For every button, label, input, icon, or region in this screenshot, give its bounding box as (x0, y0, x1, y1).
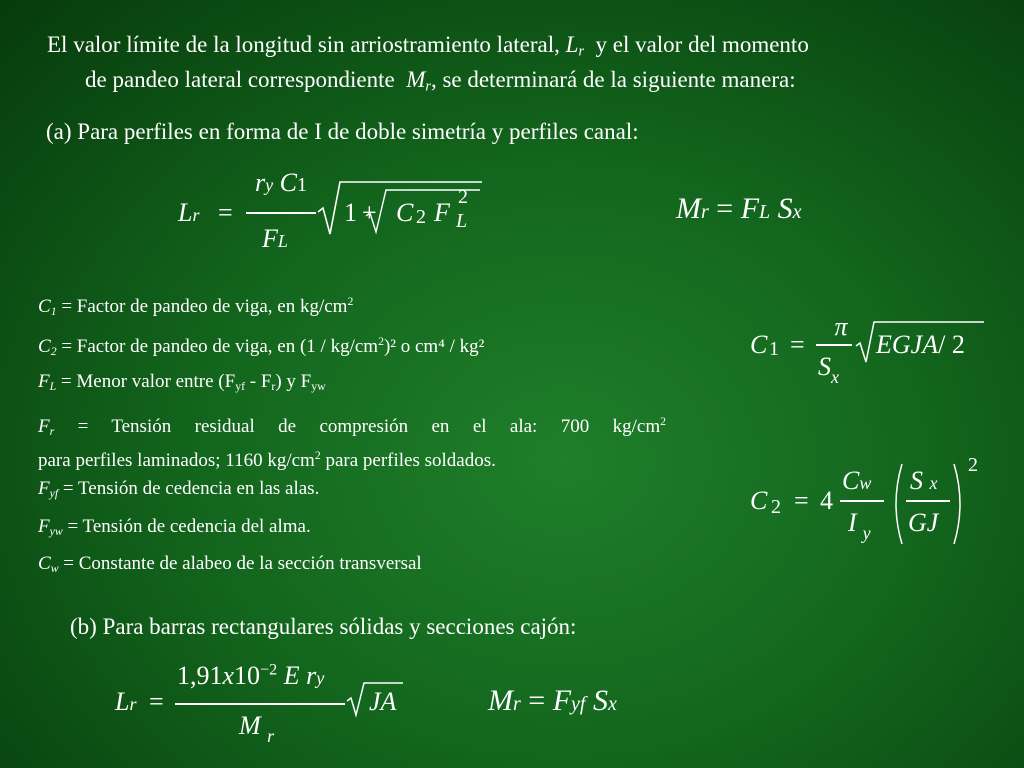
def-Fr-line2a: para perfiles laminados; 1160 kg/cm (38, 450, 315, 472)
equation-C2 (750, 454, 990, 548)
section-a-heading: (a) Para perfiles en forma de I de doble simetría y perfiles canal: (46, 119, 639, 144)
eq-a-num-r: r (255, 168, 266, 197)
def-C1 (38, 290, 353, 324)
eq-b-num-coef: 1,91 (177, 661, 223, 690)
eq-C2-equals: = (794, 486, 809, 515)
intro-line-1 (47, 32, 809, 61)
eq-b-Mr-r: r (513, 693, 521, 715)
eq-b-Mr-M: M (488, 684, 513, 717)
def-Cw-text: = Constante de alabeo de la sección transversal (58, 553, 422, 574)
eq-C1-num: π (834, 312, 848, 341)
eq-a-Mr-S: S (777, 192, 793, 225)
eq-a-L: L (178, 198, 193, 227)
eq-C1-equals: = (790, 330, 805, 359)
def-C2-sup: 2 (378, 335, 384, 348)
def-C2-tail: )² o cm⁴ / kg² (383, 336, 485, 358)
eq-b-equals: = (149, 687, 164, 716)
eq-a-den-L: L (277, 231, 288, 251)
eq-a-den-F: F (262, 224, 278, 253)
intro-line-2-tail: , se determinará de la siguiente manera: (430, 67, 796, 92)
eq-a-equals: = (218, 198, 233, 227)
eq-b-numerator (177, 661, 324, 691)
def-Fyf-F: F (38, 478, 50, 499)
eq-b-den-r: r (267, 726, 275, 746)
def-Fr-sup1: 2 (660, 415, 666, 428)
eq-b-Lr-lhs (115, 687, 136, 717)
eq-a-numerator (246, 168, 316, 198)
intro-line-1-text: El valor límite de la longitud sin arriostramiento lateral, (47, 32, 560, 57)
def-Fyw (38, 515, 311, 544)
eq-b-den-M: M (239, 711, 261, 740)
eq-a-rad-F-sub: L (456, 210, 468, 232)
eq-a-num-C: C (279, 168, 297, 197)
eq-a-Lr-lhs (178, 198, 199, 228)
eq-b-num-r: r (306, 661, 317, 690)
eq-C1-den (818, 352, 839, 387)
equation-C1 (750, 312, 990, 392)
def-Fr-sym (38, 416, 54, 437)
def-FL-F: F (38, 371, 50, 392)
def-Cw-sym (38, 553, 59, 574)
equation-b-Lr (115, 655, 415, 750)
eq-b-Mr-x: x (607, 693, 617, 715)
def-Fr (38, 410, 666, 473)
eq-a-rad-plus: + (362, 198, 377, 227)
def-Fyf-sub: yf (49, 486, 59, 500)
eq-C2-f2-S: S (910, 466, 923, 495)
eq-b-num-x: x (222, 661, 235, 690)
eq-C1-two: 2 (951, 330, 965, 359)
eq-a-rad-C-sub: 2 (416, 206, 426, 228)
eq-a-Mr-L: L (759, 201, 771, 223)
eq-b-num-exp: −2 (260, 661, 278, 679)
eq-C2-f1-bar (840, 500, 884, 502)
eq-b-Mr-yf: yf (571, 693, 586, 715)
eq-b-rad: JA (369, 687, 397, 716)
intro-Lr-symbol (565, 32, 584, 60)
eq-C1-slash: / (938, 330, 946, 359)
def-FL-sub: L (49, 379, 57, 393)
def-Cw (38, 552, 422, 581)
eq-a-num-1: 1 (296, 174, 307, 196)
eq-C2-f1-C: C (842, 466, 860, 495)
eq-C1-sub: 1 (769, 338, 779, 360)
eq-C2-right-paren (952, 462, 968, 546)
def-Fr-sup2: 2 (314, 449, 321, 462)
eq-C2-f2-bar (906, 500, 950, 502)
eq-a-Mr-F: F (740, 192, 760, 225)
eq-b-L: L (115, 687, 130, 716)
eq-a-rad-1: 1 (344, 198, 357, 227)
def-Fr-sub: r (49, 425, 55, 438)
def-Fr-line2 (38, 444, 666, 473)
def-Fyw-sym (38, 516, 63, 537)
eq-b-num-E: E (283, 661, 300, 690)
eq-C1-C: C (750, 330, 768, 359)
eq-a-Mr-r: r (701, 201, 709, 223)
def-C1-sup: 2 (347, 295, 354, 308)
eq-a-rad-F: F (434, 198, 450, 227)
def-Fr-line1-text: = Tensión residual de compresión en el ala: 700 kg/cm (54, 416, 661, 438)
def-Fyw-sub: yw (49, 524, 63, 538)
def-FL-sym (38, 371, 56, 392)
def-C2-sub: 2 (50, 345, 57, 358)
eq-C2-f2-num (910, 466, 938, 496)
eq-a-Mr-equals: = (716, 192, 734, 225)
eq-a-Mr-x: x (792, 201, 802, 223)
def-Cw-sub: w (50, 561, 59, 575)
intro-Mr-symbol (406, 67, 431, 95)
intro-L: L (565, 32, 579, 57)
eq-C1-rad-content (876, 330, 965, 360)
eq-a-r-sub: r (192, 205, 200, 225)
eq-C2-f1-den (848, 508, 871, 543)
def-Fr-line1 (38, 410, 666, 444)
def-C1-sym (38, 296, 57, 317)
eq-C2-f1-w: w (859, 473, 872, 493)
intro-line-2-text: de pandeo lateral correspondiente (85, 67, 395, 92)
def-C1-text: = Factor de pandeo de viga, en kg/cm (56, 296, 348, 318)
eq-C1-bar (816, 344, 852, 346)
eq-b-Mr-equals: = (528, 684, 546, 717)
eq-a-num-y: y (265, 175, 274, 195)
intro-M: M (406, 67, 426, 92)
def-Fr-F: F (38, 416, 50, 438)
def-Fyw-text: = Tensión de cedencia del alma. (62, 516, 311, 537)
equation-a-Lr (170, 168, 490, 268)
def-C2 (38, 330, 484, 364)
eq-a-denominator (262, 224, 288, 254)
eq-b-fraction-bar (175, 703, 345, 705)
intro-M-sub: r (425, 78, 431, 95)
eq-C2-f2-x: x (929, 473, 938, 493)
eq-C2-left-paren (888, 462, 904, 546)
eq-a-fraction-bar (246, 212, 316, 214)
equation-a-Mr (676, 192, 802, 226)
def-Fyf-text: = Tensión de cedencia en las alas. (58, 478, 320, 499)
eq-a-rad-C: C (396, 198, 414, 227)
eq-C2-power: 2 (968, 454, 978, 476)
def-FL-yw: yw (311, 379, 326, 393)
def-Fyw-F: F (38, 516, 50, 537)
eq-C2-f1-num (842, 466, 871, 496)
def-Fr-line2b: para perfiles soldados. (320, 450, 496, 472)
def-C1-sub: 1 (50, 305, 57, 318)
intro-line-1-tail: y el valor del momento (595, 32, 809, 57)
eq-C1-den-x: x (831, 367, 839, 387)
eq-b-num-10: 10 (234, 661, 261, 690)
def-Cw-C: C (38, 553, 51, 574)
eq-C2-f2-den: GJ (908, 508, 939, 537)
eq-C1-rad: EGJA (876, 330, 939, 359)
eq-C2-coef: 4 (820, 486, 833, 515)
def-C1-C: C (38, 296, 51, 318)
def-FL-mid: - F (245, 371, 272, 392)
def-FL-pre: = Menor valor entre (F (56, 371, 236, 392)
equation-b-Mr (488, 684, 617, 718)
def-FL (38, 370, 326, 399)
eq-b-r-sub: r (129, 694, 137, 714)
def-C2-sym (38, 336, 57, 357)
eq-b-Mr-S: S (592, 684, 608, 717)
eq-b-Mr-F: F (552, 684, 572, 717)
def-FL-r: r (271, 379, 276, 393)
eq-C2-f1-y: y (862, 523, 871, 543)
eq-b-num-y: y (316, 668, 325, 688)
def-C2-C: C (38, 336, 51, 358)
def-Fyf-sym (38, 478, 58, 499)
eq-a-Mr-M: M (676, 192, 701, 225)
eq-C2-f1-I: I (848, 508, 857, 537)
eq-C2-sub: 2 (771, 496, 781, 518)
eq-a-rad-F-sup: 2 (458, 186, 468, 208)
intro-line-2 (85, 67, 796, 96)
eq-C1-den-S: S (818, 352, 831, 381)
def-Fyf (38, 477, 319, 506)
intro-L-sub: r (578, 43, 584, 60)
eq-b-denominator (239, 711, 275, 746)
def-FL-mid2: ) y F (275, 371, 312, 392)
def-C2-text: = Factor de pandeo de viga, en (1 / kg/cm (56, 336, 379, 358)
eq-C2-C: C (750, 486, 768, 515)
section-b-heading: (b) Para barras rectangulares sólidas y secciones cajón: (70, 614, 577, 639)
def-FL-yf: yf (235, 379, 245, 393)
